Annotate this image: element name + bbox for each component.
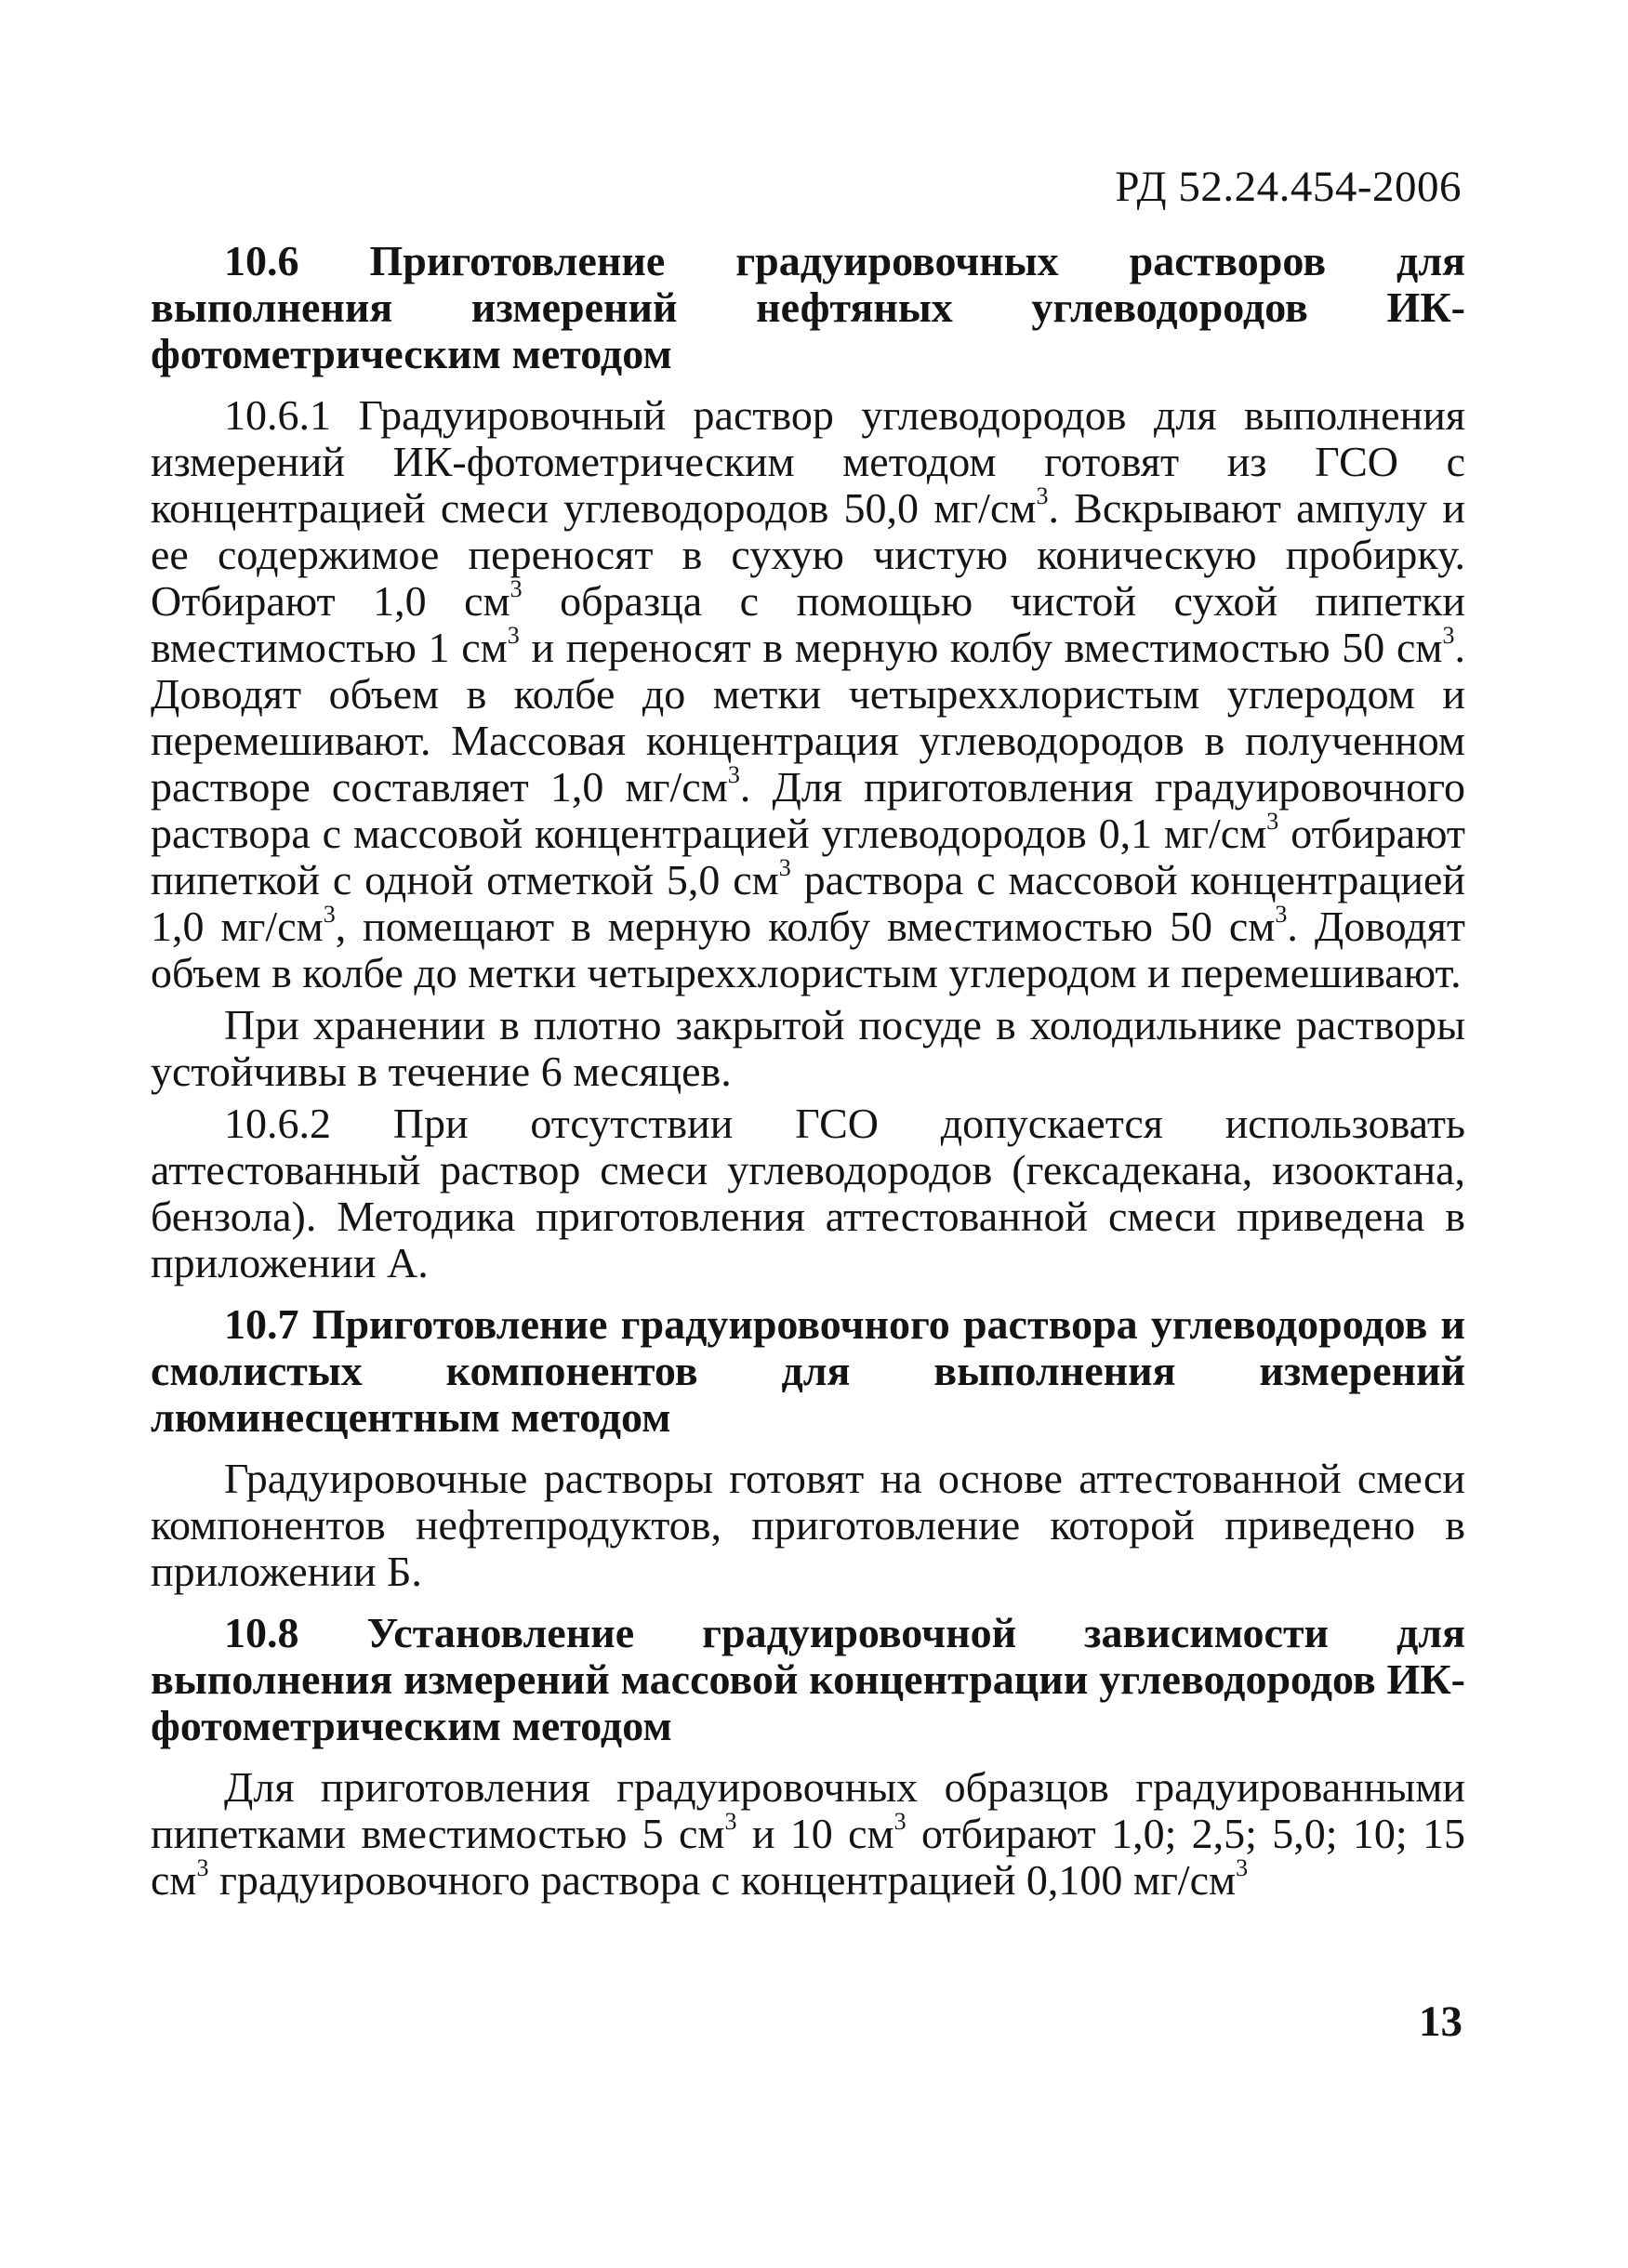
section-heading-10-6 (151, 238, 1465, 377)
text-run: . Доводят объем в колбе до метки четыреххлористым углеродом и перемешивают. Массовая концентрация углеводородов в полученном растворе составляет 1,0 мг/см (151, 624, 1465, 811)
superscript: 3 (196, 1854, 209, 1881)
superscript: 3 (1236, 1854, 1249, 1881)
paragraph-10-7: Градуировочные растворы готовят на основе аттестованной смеси компонентов нефтепродуктов, приготовление которой приведено в приложении Б. (151, 1455, 1465, 1595)
text-run: 10.6.1 Градуировочный раствор углеводородов для выполнения измерений ИК-фотометрическим методом готовят из ГСО с концентрацией смеси углеводородов 50,0 мг/см (151, 391, 1465, 532)
section-title: Установление градуировочной зависимости для выполнения измерений массовой концентрации углеводородов ИК-фотометрическим методом (151, 1609, 1466, 1749)
text-run: градуировочного раствора с концентрацией 0,100 мг/см (208, 1856, 1237, 1904)
superscript: 3 (510, 575, 523, 602)
superscript: 3 (1275, 901, 1288, 928)
section-title: Приготовление градуировочного раствора углеводородов и смолистых компонентов для выполнения измерений люминесцентным методом (151, 1300, 1466, 1441)
superscript: 3 (323, 901, 336, 928)
section-title: Приготовление градуировочных растворов для выполнения измерений нефтяных углеводородов ИК-фотометрическим методом (151, 237, 1466, 377)
text-run: образца с помощью чистой сухой пипетки вместимостью 1 см (151, 577, 1465, 671)
superscript: 3 (778, 854, 791, 881)
text-run: . Для приготовления градуировочного раствора с массовой концентрацией углеводородов 0,1 мг/см (151, 763, 1465, 857)
paragraph-storage: При хранении в плотно закрытой посуде в холодильнике растворы устойчивы в течение 6 месяцев. (151, 1001, 1465, 1095)
text-run: отбирают пипеткой с одной отметкой 5,0 см (151, 810, 1465, 903)
text-run: , помещают в мерную колбу вместимостью 50 см (335, 903, 1276, 950)
superscript: 3 (1442, 622, 1455, 649)
superscript: 3 (727, 761, 740, 788)
text-run: раствора с массовой концентрацией 1,0 мг/см (151, 856, 1466, 950)
paragraph-10-6-1 (151, 392, 1465, 996)
section-number: 10.7 (224, 1300, 299, 1348)
text-run: . Доводят объем в колбе до метки четыреххлористым углеродом и перемешивают. (151, 903, 1465, 996)
section-heading-10-8 (151, 1610, 1465, 1749)
section-number: 10.8 (224, 1609, 299, 1656)
superscript: 3 (893, 1808, 907, 1835)
superscript: 3 (1036, 482, 1049, 509)
superscript: 3 (724, 1808, 737, 1835)
text-run: и переносят в мерную колбу вместимостью 50 см (519, 624, 1443, 671)
text-run: и 10 см (736, 1810, 894, 1857)
section-heading-10-7 (151, 1301, 1465, 1441)
text-run: Для приготовления градуировочных образцов градуированными пипетками вместимостью 5 см (151, 1763, 1465, 1857)
section-number: 10.6 (224, 237, 299, 284)
text-run: отбирают 1,0; 2,5; 5,0; 10; 15 см (151, 1810, 1465, 1904)
superscript: 3 (1266, 808, 1279, 835)
text-run: . Вскрывают ампулу и ее содержимое переносят в сухую чистую коническую пробирку. Отбирают 1,0 см (151, 484, 1465, 625)
document-code: РД 52.24.454-2006 (1115, 163, 1462, 211)
page-number: 13 (1419, 1998, 1463, 2046)
superscript: 3 (507, 622, 520, 649)
page-content (151, 238, 1465, 1909)
paragraph-10-6-2: 10.6.2 При отсутствии ГСО допускается использовать аттестованный раствор смеси углеводородов (гексадекана, изооктана, бензола). Методика приготовления аттестованной смеси приведена в приложении А. (151, 1100, 1465, 1286)
paragraph-10-8 (151, 1764, 1465, 1904)
